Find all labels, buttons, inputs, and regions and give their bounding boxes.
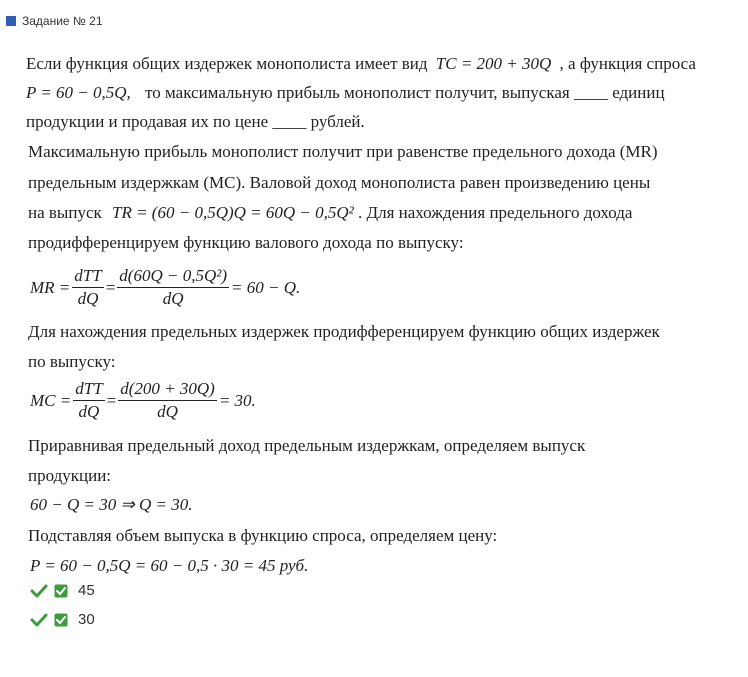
solution-line: Максимальную прибыль монополист получит при равенстве предельного дохода (MR) — [28, 142, 658, 161]
solution-line: Приравнивая предельный доход предельным издержкам, определяем выпуск — [28, 436, 586, 455]
mr-equation: MR = $\frac{\text{dTT}}{dQ}$ = $\frac{\text{d(60Q − 0,5Q²)}}{dQ}$ = 60 − Q. — [30, 266, 301, 308]
task-line-2 — [26, 83, 665, 103]
task-marker-icon — [6, 16, 16, 26]
checkbox-checked-icon[interactable] — [54, 613, 68, 627]
solution-line: продифференцируем функцию валового дохода по выпуску: — [28, 233, 464, 252]
formula-demand: P = 60 − 0,5Q, — [26, 83, 131, 102]
task-line-3 — [26, 112, 365, 132]
equation-q: 60 − Q = 30 ⇒ Q = 30. — [30, 495, 193, 514]
formula-tr: TR = (60 − 0,5Q)Q = 60Q − 0,5Q² — [112, 203, 354, 222]
check-icon — [30, 583, 48, 599]
answer-value: 45 — [78, 582, 95, 599]
solution-line — [28, 203, 632, 223]
fraction-numerator: dTT — [72, 265, 103, 288]
fraction-denominator: dQ — [77, 289, 99, 308]
fraction-denominator: dQ — [78, 402, 100, 421]
fraction-denominator: dQ — [157, 402, 178, 421]
mc-fraction-2 — [118, 378, 217, 423]
task-text: Если функция общих издержек монополиста имеет вид — [26, 54, 428, 73]
mr-rhs: = 60 − Q. — [231, 277, 301, 297]
mr-fraction-2 — [117, 265, 229, 310]
solution-line: предельным издержкам (MC). Валовой доход монополиста равен произведению цены — [28, 173, 651, 192]
checkbox-checked-icon[interactable] — [54, 584, 68, 598]
task-title: Задание № 21 — [22, 14, 103, 28]
mc-rhs: = 30. — [218, 390, 256, 410]
answer-row — [30, 611, 95, 628]
task-text: продукции и продавая их по цене ____ рублей. — [26, 112, 365, 131]
mr-fraction-1 — [72, 265, 103, 310]
solution-line: Для нахождения предельных издержек продифференцируем функцию общих издержек — [28, 322, 660, 341]
answer-value: 30 — [78, 611, 95, 628]
task-header — [6, 14, 103, 28]
solution-line: Подставляя объем выпуска в функцию спроса, определяем цену: — [28, 526, 498, 545]
solution-line: по выпуску: — [28, 352, 116, 371]
mc-lhs: MC = — [30, 390, 72, 410]
fraction-numerator: d(60Q − 0,5Q²) — [117, 265, 229, 288]
mc-fraction-1 — [73, 378, 104, 423]
answer-row — [30, 582, 95, 599]
solution-text: . Для нахождения предельного дохода — [358, 203, 633, 222]
solution-line: продукции: — [28, 466, 112, 485]
solution-text: на выпуск — [28, 203, 102, 222]
fraction-numerator: dTT — [73, 378, 104, 401]
fraction-numerator: d(200 + 30Q) — [118, 378, 217, 401]
task-text: , а функция спроса — [559, 54, 696, 73]
formula-tc: TC = 200 + 30Q — [435, 54, 552, 73]
task-line-1 — [26, 54, 696, 74]
task-text: то максимальную прибыль монополист получит, выпуская ____ единиц — [145, 83, 665, 102]
check-icon — [30, 612, 48, 628]
mc-equation: MC = $\frac{\text{dTT}}{dQ}$ = $\frac{d(200 + 30Q)}{dQ}$ = 30. — [30, 379, 256, 421]
fraction-denominator: dQ — [162, 289, 184, 308]
mr-lhs: MR = — [30, 277, 71, 297]
equation-p: P = 60 − 0,5Q = 60 − 0,5 · 30 = 45 руб. — [30, 556, 309, 575]
